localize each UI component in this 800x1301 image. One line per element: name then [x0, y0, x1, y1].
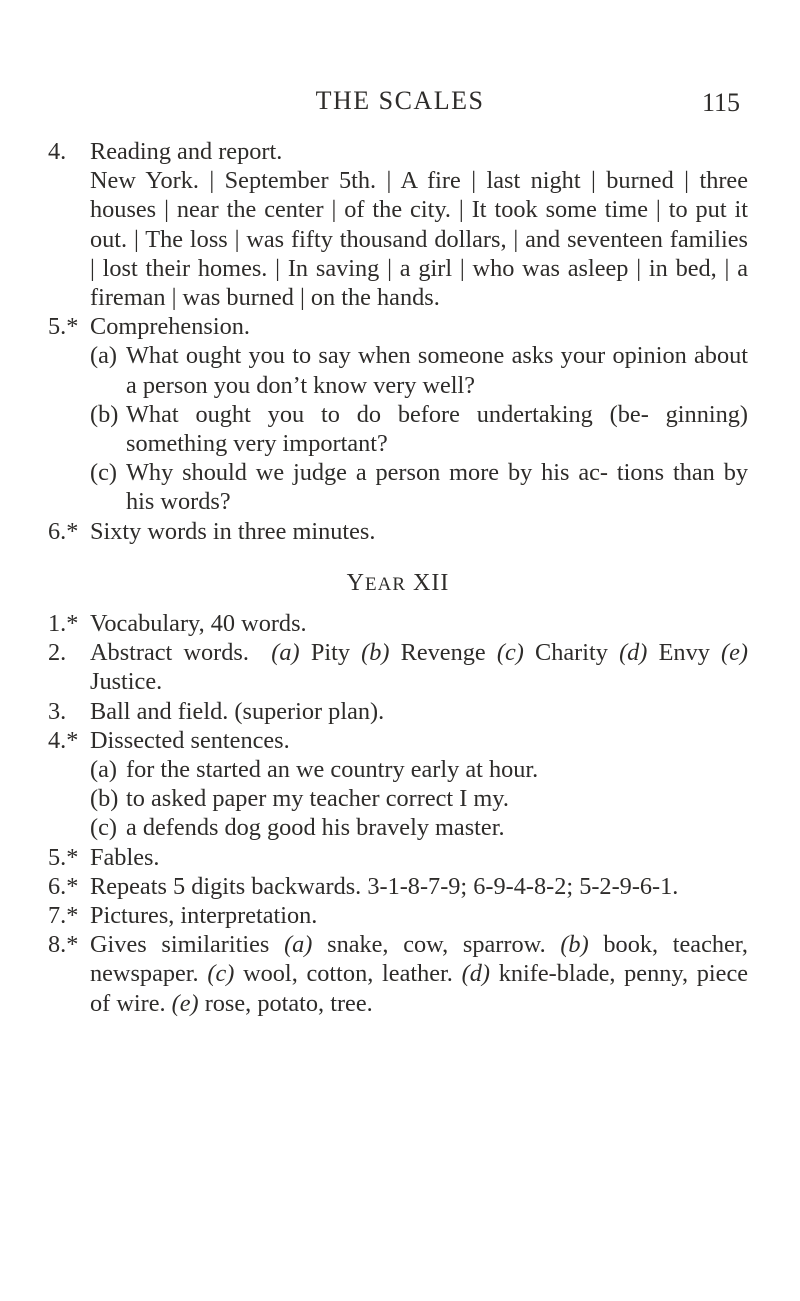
list-item	[48, 697, 748, 726]
sub-item	[90, 400, 748, 458]
sub-text: a defends dog good his bravely master.	[126, 814, 505, 842]
item-text: Ball and field. (superior plan).	[90, 697, 385, 725]
item-title: Dissected sentences.	[90, 726, 290, 754]
list-item	[48, 312, 748, 516]
section-heading	[48, 569, 748, 599]
item-number: 6.*	[48, 517, 79, 545]
words-e: rose, potato, tree.	[204, 989, 373, 1017]
sub-text: for the started an we country early at hour.	[126, 756, 539, 784]
list-item	[48, 872, 748, 901]
sub-item	[90, 341, 748, 399]
sub-text: What ought you to say when someone asks your opinion about a person you don’t know very well?	[126, 342, 748, 399]
list-item	[48, 726, 748, 843]
item-text: Fables.	[90, 843, 160, 871]
sub-label: (a)	[90, 342, 117, 370]
item-text: Repeats 5 digits backwards. 3-1-8-7-9; 6-9-4-8-2; 5-2-9-6-1.	[90, 872, 679, 900]
sub-item	[90, 458, 748, 516]
page-header	[0, 86, 800, 126]
sub-label: (b)	[90, 785, 119, 813]
words-c: wool, cotton, leather.	[243, 960, 453, 988]
sub-label: (a)	[90, 756, 117, 784]
heading-numeral: XII	[413, 569, 450, 596]
list-item	[48, 517, 748, 546]
sub-item	[90, 813, 748, 842]
label-c: (c)	[496, 639, 524, 667]
sub-text: What ought you to do before undertaking (be- ginning) something very important?	[126, 400, 748, 458]
item-number: 2.	[48, 639, 67, 667]
item-number: 3.	[48, 697, 67, 725]
sub-item	[90, 755, 748, 784]
word-a: Pity	[310, 639, 350, 667]
words-a: snake, cow, sparrow.	[327, 931, 546, 959]
label-d: (d)	[619, 639, 648, 667]
sub-label: (c)	[90, 459, 117, 487]
list-item	[48, 609, 748, 638]
reading-passage: New York. | September 5th. | A fire | last night | burned | three houses | near the center | of the city. | It took some time | to put it out. | The loss | was fifty thousand dollars, | and seventeen families | lost their homes. | In saving | a girl | who was asleep | in bed, | a fireman | was burned | on the hands.	[90, 167, 748, 312]
word-e: Justice.	[90, 668, 163, 696]
item-title: Sixty words in three minutes.	[90, 517, 376, 545]
sub-label: (b)	[90, 400, 119, 428]
page-number: 115	[701, 88, 740, 117]
words-d: knife-blade, penny, piece of wire.	[90, 960, 749, 1017]
word-b: Revenge	[400, 639, 486, 667]
list-item	[48, 638, 748, 696]
label-c: (c)	[207, 960, 235, 988]
item-number: 5.*	[48, 313, 79, 341]
item-title: Comprehension.	[90, 313, 250, 341]
list-item	[48, 930, 748, 1018]
label-b: (b)	[560, 931, 589, 959]
label-a: (a)	[284, 931, 313, 959]
heading-initial: Y	[346, 569, 365, 596]
label-e: (e)	[171, 989, 199, 1017]
word-d: Envy	[658, 639, 710, 667]
list-item	[48, 137, 748, 312]
sub-item	[90, 784, 748, 813]
label-b: (b)	[361, 639, 390, 667]
list-item	[48, 843, 748, 872]
item-number: 8.*	[48, 931, 79, 959]
item-number: 4.*	[48, 726, 79, 754]
label-a: (a)	[271, 639, 300, 667]
label-e: (e)	[721, 639, 749, 667]
list-item	[48, 901, 748, 930]
running-head: THE SCALES	[315, 86, 485, 115]
sub-label: (c)	[90, 814, 117, 842]
label-d: (d)	[461, 960, 490, 988]
heading-smallcaps: EAR	[365, 573, 406, 595]
item-text	[90, 638, 748, 696]
item-number: 4.	[48, 138, 67, 165]
words-b: book, teacher, newspaper.	[90, 931, 748, 988]
word-c: Charity	[535, 639, 608, 667]
item-text	[90, 930, 748, 1018]
item-text: Vocabulary, 40 words.	[90, 610, 307, 638]
item-number: 6.*	[48, 872, 79, 900]
item-number: 7.*	[48, 902, 79, 930]
page-body	[48, 137, 748, 1018]
item-number: 1.*	[48, 610, 79, 638]
sub-text: to asked paper my teacher correct I my.	[126, 785, 509, 813]
item-lead: Gives similarities	[90, 931, 270, 959]
sub-text: Why should we judge a person more by his ac- tions than by his words?	[126, 459, 748, 516]
item-text: Pictures, interpretation.	[90, 902, 318, 930]
item-number: 5.*	[48, 843, 79, 871]
item-title: Reading and report.	[90, 138, 283, 165]
item-lead: Abstract words.	[90, 639, 249, 667]
